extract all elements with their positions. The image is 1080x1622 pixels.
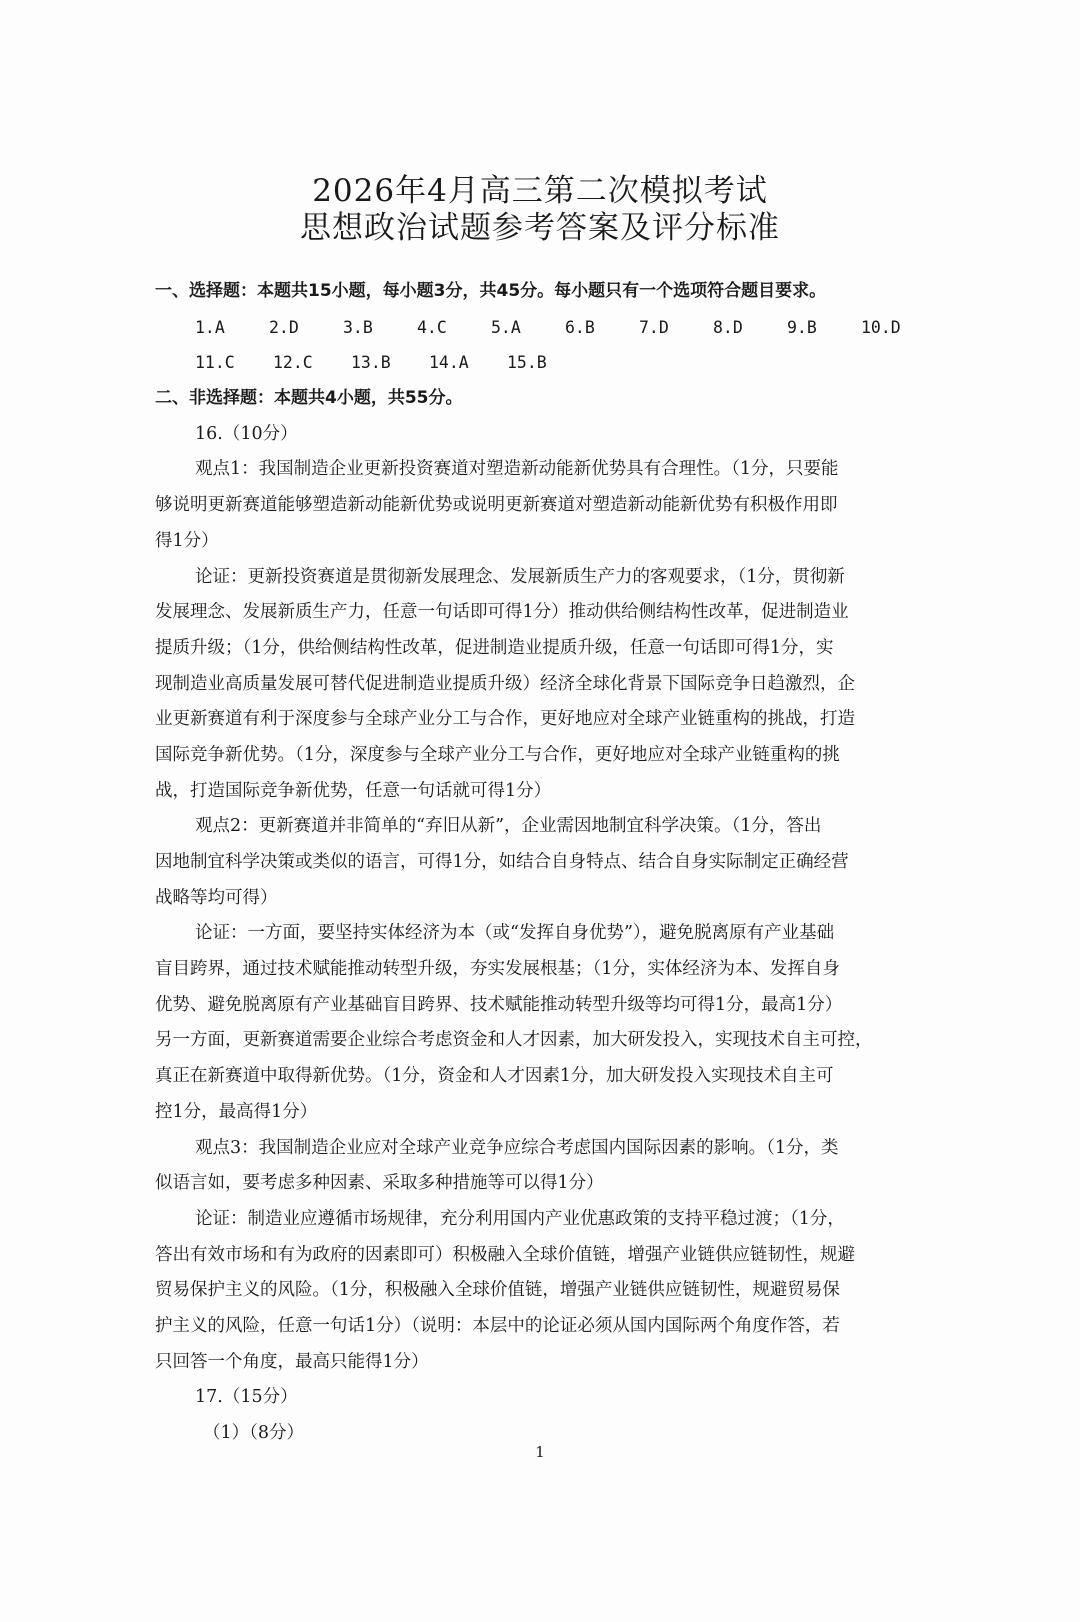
text-line: 提质升级；（1分，供给侧结构性改革，促进制造业提质升级，任意一句话即可得1分，实	[155, 637, 834, 658]
answer-item: 2.D	[269, 317, 299, 337]
answer-item: 14.A	[429, 353, 469, 373]
text-line: 控1分，最高得1分）	[155, 1101, 318, 1122]
text-line: 论证：更新投资赛道是贯彻新发展理念、发展新质生产力的客观要求，（1分，贯彻新	[195, 566, 845, 587]
page-title: 2026年4月高三第二次模拟考试	[312, 173, 768, 209]
text-line: 战略等均可得）	[155, 887, 278, 908]
text-line: 只回答一个角度，最高只能得1分）	[155, 1351, 429, 1372]
text-line: 观点2：更新赛道并非简单的“弃旧从新”，企业需因地制宜科学决策。（1分，答出	[195, 816, 822, 837]
answer-item: 8.D	[713, 317, 743, 337]
text-line: 现制造业高质量发展可替代促进制造业提质升级）经济全球化背景下国际竞争日趋激烈，企	[155, 673, 855, 694]
text-line: 论证：制造业应遵循市场规律，充分利用国内产业优惠政策的支持平稳过渡；（1分，	[195, 1208, 845, 1229]
text-line: 够说明更新赛道能够塑造新动能新优势或说明更新赛道对塑造新动能新优势有积极作用即	[155, 495, 838, 516]
answer-item: 10.D	[861, 317, 901, 337]
answer-item: 13.B	[351, 353, 391, 373]
question-17-label: 17.（15分）	[195, 1387, 298, 1408]
answer-row-1	[155, 310, 935, 346]
question-17-part-1-label: （1）（8分）	[203, 1423, 305, 1443]
text-line: 因地制宜科学决策或类似的语言，可得1分，如结合自身特点、结合自身实际制定正确经营	[155, 852, 849, 872]
answer-item: 4.C	[417, 317, 447, 337]
question-16-label: 16.（10分）	[195, 423, 298, 444]
text-line: 真正在新赛道中取得新优势。（1分，资金和人才因素1分，加大研发投入实现技术自主可	[155, 1066, 834, 1087]
answer-item: 1.A	[195, 317, 225, 337]
text-line: 答出有效市场和有为政府的因素即可）积极融入全球价值链，增强产业链供应链韧性，规避	[155, 1244, 855, 1265]
text-line: 优势、避免脱离原有产业基础盲目跨界、技术赋能推动转型升级等均可得1分，最高1分）	[155, 994, 843, 1015]
text-line: 另一方面，更新赛道需要企业综合考虑资金和人才因素，加大研发投入，实现技术自主可控，	[155, 1030, 873, 1051]
document-body	[155, 274, 935, 1452]
section-1-heading: 一、选择题：本题共15小题，每小题3分，共45分。每小题只有一个选项符合题目要求。	[155, 281, 827, 301]
text-line: 贸易保护主义的风险。（1分，积极融入全球价值链，增强产业链供应链韧性，规避贸易保	[155, 1280, 840, 1301]
page-number: 1	[535, 1443, 545, 1461]
text-line: 国际竞争新优势。（1分，深度参与全球产业分工与合作，更好地应对全球产业链重构的挑	[155, 744, 840, 765]
text-line: 观点1：我国制造企业更新投资赛道对塑造新动能新优势具有合理性。（1分，只要能	[195, 459, 839, 480]
text-line: 业更新赛道有利于深度参与全球产业分工与合作，更好地应对全球产业链重构的挑战，打造	[155, 709, 855, 730]
answer-item: 6.B	[565, 317, 595, 337]
answer-row-2	[155, 345, 935, 381]
answer-item: 7.D	[639, 317, 669, 337]
answer-item: 9.B	[787, 317, 817, 337]
text-line: 观点3：我国制造企业应对全球产业竞争应综合考虑国内国际因素的影响。（1分，类	[195, 1137, 839, 1158]
text-line: 护主义的风险，任意一句话1分）（说明：本层中的论证必须从国内国际两个角度作答，若	[155, 1315, 840, 1336]
text-line: 战，打造国际竞争新优势，任意一句话就可得1分）	[155, 780, 552, 801]
section-2-heading: 二、非选择题：本题共4小题，共55分。	[155, 388, 463, 409]
answer-item: 11.C	[195, 353, 235, 373]
text-line: 似语言如，要考虑多种因素、采取多种措施等可以得1分）	[155, 1173, 604, 1194]
answer-item: 5.A	[491, 317, 521, 337]
answer-item: 3.B	[343, 317, 373, 337]
text-line: 论证：一方面，要坚持实体经济为本（或“发挥自身优势”），避免脱离原有产业基础	[195, 923, 835, 944]
text-line: 发展理念、发展新质生产力，任意一句话即可得1分）推动供给侧结构性改革，促进制造业	[155, 602, 849, 623]
answer-item: 12.C	[273, 353, 313, 373]
answer-item: 15.B	[507, 353, 547, 373]
text-line: 得1分）	[155, 530, 219, 551]
text-line: 盲目跨界，通过技术赋能推动转型升级，夯实发展根基；（1分，实体经济为本、发挥自身	[155, 959, 840, 980]
page-subtitle: 思想政治试题参考答案及评分标准	[300, 210, 780, 246]
